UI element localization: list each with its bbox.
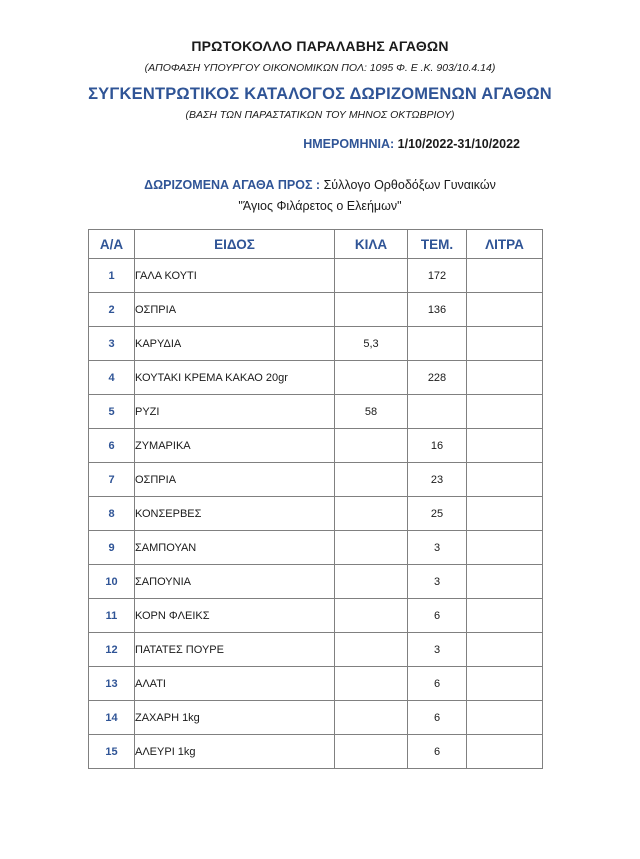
row-number-cell: 3	[89, 327, 135, 361]
row-number-cell: 5	[89, 395, 135, 429]
tem-cell: 3	[408, 565, 467, 599]
litra-cell	[467, 633, 543, 667]
kila-cell	[335, 361, 408, 395]
kila-cell	[335, 293, 408, 327]
tem-cell: 3	[408, 531, 467, 565]
table-row	[89, 429, 543, 463]
item-name-cell: ΚΟΥΤΑΚΙ ΚΡΕΜΑ ΚΑΚΑΟ 20gr	[135, 361, 335, 395]
recipient-label: ΔΩΡΙΖΟΜΕΝΑ ΑΓΑΘΑ ΠΡΟΣ :	[144, 178, 321, 192]
row-number-cell: 2	[89, 293, 135, 327]
kila-cell	[335, 429, 408, 463]
item-name-cell: ΑΛΕΥΡΙ 1kg	[135, 735, 335, 769]
item-name-cell: ΟΣΠΡΙΑ	[135, 463, 335, 497]
kila-cell	[335, 259, 408, 293]
decision-reference: (ΑΠΟΦΑΣΗ ΥΠΟΥΡΓΟΥ ΟΙΚΟΝΟΜΙΚΩΝ ΠΟΛ: 1095 Φ. Ε .Κ. 903/10.4.14)	[144, 62, 496, 74]
tem-cell: 6	[408, 599, 467, 633]
table-body	[89, 259, 543, 769]
row-number-cell: 13	[89, 667, 135, 701]
item-name-cell: ΚΟΡΝ ΦΛΕΙΚΣ	[135, 599, 335, 633]
item-name-cell: ΟΣΠΡΙΑ	[135, 293, 335, 327]
item-name-cell: ΣΑΠΟΥΝΙΑ	[135, 565, 335, 599]
tem-cell	[408, 327, 467, 361]
table-row	[89, 293, 543, 327]
table-header-row	[89, 230, 543, 259]
litra-cell	[467, 497, 543, 531]
catalog-title: ΣΥΓΚΕΝΤΡΩΤΙΚΟΣ ΚΑΤΑΛΟΓΟΣ ΔΩΡΙΖΟΜΕΝΩΝ ΑΓΑΘΩΝ	[88, 85, 552, 103]
kila-cell	[335, 565, 408, 599]
table-row	[89, 361, 543, 395]
item-name-cell: ΖΥΜΑΡΙΚΑ	[135, 429, 335, 463]
tem-cell: 172	[408, 259, 467, 293]
table-row	[89, 565, 543, 599]
row-number-cell: 4	[89, 361, 135, 395]
column-header-aa: Α/Α	[89, 230, 135, 259]
item-name-cell: ΡΥΖΙ	[135, 395, 335, 429]
row-number-cell: 10	[89, 565, 135, 599]
kila-cell	[335, 599, 408, 633]
kila-cell	[335, 633, 408, 667]
date-line	[0, 136, 640, 152]
tem-cell: 6	[408, 667, 467, 701]
kila-cell	[335, 531, 408, 565]
table-row	[89, 735, 543, 769]
litra-cell	[467, 565, 543, 599]
column-header-eidos: ΕΙΔΟΣ	[135, 230, 335, 259]
kila-cell	[335, 463, 408, 497]
column-header-litra: ΛΙΤΡΑ	[467, 230, 543, 259]
date-label: ΗΜΕΡΟΜΗΝΙΑ:	[303, 137, 395, 151]
table-row	[89, 701, 543, 735]
doc-title: ΠΡΩΤΟΚΟΛΛΟ ΠΑΡΑΛΑΒΗΣ ΑΓΑΘΩΝ	[191, 38, 449, 54]
litra-cell	[467, 259, 543, 293]
row-number-cell: 1	[89, 259, 135, 293]
table-row	[89, 599, 543, 633]
tem-cell: 136	[408, 293, 467, 327]
item-name-cell: ΠΑΤΑΤΕΣ ΠΟΥΡΕ	[135, 633, 335, 667]
kila-cell	[335, 735, 408, 769]
item-name-cell: ΚΑΡΥΔΙΑ	[135, 327, 335, 361]
litra-cell	[467, 327, 543, 361]
column-header-tem: ΤΕΜ.	[408, 230, 467, 259]
row-number-cell: 12	[89, 633, 135, 667]
kila-cell: 5,3	[335, 327, 408, 361]
kila-cell	[335, 497, 408, 531]
litra-cell	[467, 293, 543, 327]
tem-cell: 16	[408, 429, 467, 463]
catalog-basis: (ΒΑΣΗ ΤΩΝ ΠΑΡΑΣΤΑΤΙΚΩΝ ΤΟΥ ΜΗΝΟΣ ΟΚΤΩΒΡΙΟΥ)	[185, 109, 455, 121]
goods-table	[88, 229, 543, 769]
tem-cell: 25	[408, 497, 467, 531]
litra-cell	[467, 735, 543, 769]
tem-cell: 6	[408, 735, 467, 769]
table-row	[89, 667, 543, 701]
litra-cell	[467, 395, 543, 429]
kila-cell: 58	[335, 395, 408, 429]
item-name-cell: ΣΑΜΠΟΥΑΝ	[135, 531, 335, 565]
kila-cell	[335, 667, 408, 701]
row-number-cell: 7	[89, 463, 135, 497]
litra-cell	[467, 531, 543, 565]
row-number-cell: 6	[89, 429, 135, 463]
tem-cell: 23	[408, 463, 467, 497]
recipient-name: Σύλλογο Ορθοδόξων Γυναικών	[323, 178, 496, 192]
row-number-cell: 15	[89, 735, 135, 769]
document-page	[0, 38, 640, 859]
row-number-cell: 11	[89, 599, 135, 633]
kila-cell	[335, 701, 408, 735]
tem-cell: 228	[408, 361, 467, 395]
table-row	[89, 395, 543, 429]
tem-cell: 6	[408, 701, 467, 735]
litra-cell	[467, 429, 543, 463]
litra-cell	[467, 701, 543, 735]
table-row	[89, 463, 543, 497]
column-header-kila: ΚΙΛΑ	[335, 230, 408, 259]
tem-cell	[408, 395, 467, 429]
table-row	[89, 327, 543, 361]
litra-cell	[467, 667, 543, 701]
litra-cell	[467, 361, 543, 395]
litra-cell	[467, 599, 543, 633]
tem-cell: 3	[408, 633, 467, 667]
row-number-cell: 14	[89, 701, 135, 735]
table-row	[89, 497, 543, 531]
recipient-name-line2: "Άγιος Φιλάρετος ο Ελεήμων"	[238, 199, 402, 213]
item-name-cell: ΖΑΧΑΡΗ 1kg	[135, 701, 335, 735]
row-number-cell: 9	[89, 531, 135, 565]
table-row	[89, 633, 543, 667]
table-row	[89, 531, 543, 565]
row-number-cell: 8	[89, 497, 135, 531]
table-row	[89, 259, 543, 293]
litra-cell	[467, 463, 543, 497]
item-name-cell: ΓΑΛΑ ΚΟΥΤΙ	[135, 259, 335, 293]
item-name-cell: ΚΟΝΣΕΡΒΕΣ	[135, 497, 335, 531]
date-value: 1/10/2022-31/10/2022	[397, 137, 520, 151]
recipient-line	[0, 177, 640, 193]
item-name-cell: ΑΛΑΤΙ	[135, 667, 335, 701]
